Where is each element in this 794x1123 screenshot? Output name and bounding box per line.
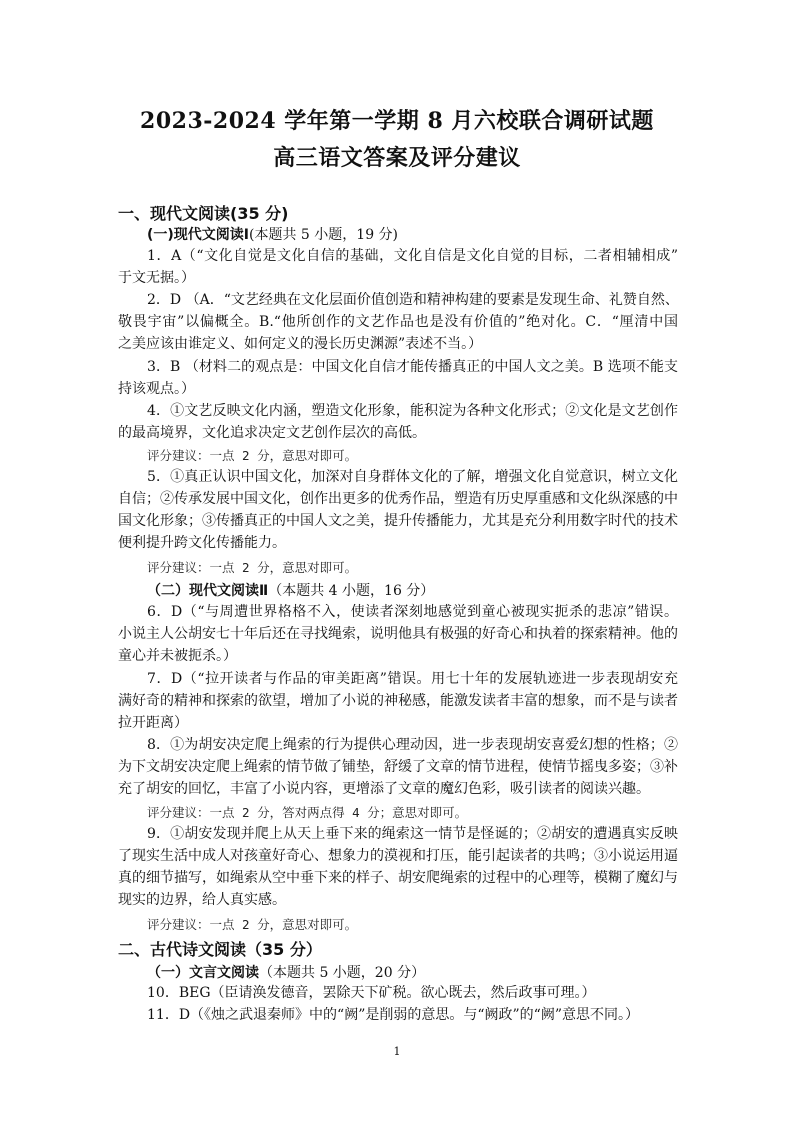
section-heading-2: 二、古代诗文阅读（35 分） (118, 940, 322, 959)
answer-line: 于文无据。） (118, 270, 195, 286)
answer-line: 真的细节描写，如绳索从空中垂下来的样子、胡安爬绳索的过程中的心理等，模糊了魔幻与 (118, 870, 678, 886)
answer-line: 为下文胡安决定爬上绳索的情节做了铺垫，舒缓了文章的情节进程，使情节摇曳多姿；③补 (118, 759, 678, 775)
subsection-heading (147, 224, 398, 244)
answer-line: 8．①为胡安决定爬上绳索的行为提供心理动因，进一步表现胡安喜爱幻想的性格；② (147, 737, 678, 753)
scoring-note: 评分建议：一点 2 分，答对两点得 4 分；意思对即可。 (147, 805, 468, 820)
answer-line: 持该观点。） (118, 381, 195, 397)
answer-line: 拉开距离） (118, 715, 188, 731)
answer-line: 6．D（“与周遭世界格格不入，使读者深刻地感觉到童心被现实扼杀的悲凉”错误。 (147, 604, 678, 620)
answer-line: 自信；②传承发展中国文化，创作出更多的优秀作品，塑造有历史厚重感和文化纵深感的中 (118, 491, 678, 507)
answer-line: 便利提升跨文化传播能力。 (118, 535, 286, 551)
answer-line: 的最高境界，文化追求决定文艺创作层次的高低。 (118, 425, 426, 441)
answer-line: 3．B （材料二的观点是：中国文化自信才能传播真正的中国人文之美。B 选项不能支 (147, 359, 678, 375)
subsection-info: (本题共 5 小题，19 分) (249, 227, 399, 243)
page-number: 1 (393, 1045, 401, 1058)
answer-line: 1．A（“文化自觉是文化自信的基础，文化自信是文化自觉的目标，二者相辅相成” (147, 248, 678, 264)
subsection-info: （本题共 4 小题，16 分） (268, 583, 435, 599)
scoring-note: 评分建议：一点 2 分，意思对即可。 (147, 560, 358, 575)
answer-line: 现实的边界，给人真实感。 (118, 892, 286, 908)
answer-line: 10．BEG（臣请涣发德音，罢除天下矿税。欲心既去，然后政事可理。） (147, 985, 596, 1001)
subsection-heading (147, 962, 425, 982)
answer-line: 11．D（《烛之武退秦师》中的“阙”是削弱的意思。与“阙政”的“阙”意思不同。） (147, 1007, 639, 1023)
section-heading-1: 一、现代文阅读(35 分) (118, 204, 289, 223)
answer-line: 敬畏宇宙”以偏概全。B.“他所创作的文艺作品也是没有价值的”绝对化。C．“厘清中国 (118, 314, 678, 330)
answer-line: 了现实生活中成人对孩童好奇心、想象力的漠视和打压，能引起读者的共鸣；③小说运用逼 (118, 848, 678, 864)
answer-line: 充了胡安的回忆，丰富了小说内容，更增添了文章的魔幻色彩，吸引读者的阅读兴趣。 (118, 781, 650, 797)
subsection-info: （本题共 5 小题，20 分） (259, 965, 426, 981)
scoring-note: 评分建议：一点 2 分，意思对即可。 (147, 448, 358, 463)
answer-line: 童心并未被扼杀。） (118, 648, 237, 664)
answer-line: 9．①胡安发现并爬上从天上垂下来的绳索这一情节是怪诞的；②胡安的遭遇真实反映 (147, 826, 678, 842)
answer-line: 7．D（“拉开读者与作品的审美距离”错误。用七十年的发展轨迹进一步表现胡安充 (147, 671, 678, 687)
answer-line: 国文化形象；③传播真正的中国人文之美，提升传播能力，尤其是充分利用数字时代的技术 (118, 513, 678, 529)
answer-line: 之美应该由谁定义、如何定义的漫长历史渊源”表述不当。） (118, 336, 483, 352)
scoring-note: 评分建议：一点 2 分，意思对即可。 (147, 917, 358, 932)
answer-line: 满好奇的精神和探索的欲望，增加了小说的神秘感，能激发读者丰富的想象，而不是与读者 (118, 693, 678, 709)
answer-line: 4．①文艺反映文化内涵，塑造文化形象，能积淀为各种文化形式；②文化是文艺创作 (147, 403, 678, 419)
answer-line: 2．D （A．“文艺经典在文化层面价值创造和精神构建的要素是发现生命、礼赞自然、 (147, 292, 679, 308)
answer-line: 小说主人公胡安七十年后还在寻找绳索，说明他具有极强的好奇心和执着的探索精神。他的 (118, 626, 678, 642)
subsection-label: (一)现代文阅读Ⅰ (147, 227, 250, 243)
subsection-label: （一）文言文阅读 (147, 965, 259, 981)
subsection-heading (147, 580, 434, 600)
subsection-label: （二）现代文阅读Ⅱ (147, 583, 269, 599)
document-title: 2023-2024 学年第一学期 8 月六校联合调研试题 (140, 108, 654, 134)
answer-line: 5．①真正认识中国文化，加深对自身群体文化的了解，增强文化自觉意识，树立文化 (147, 469, 678, 485)
document-subtitle: 高三语文答案及评分建议 (273, 145, 521, 171)
